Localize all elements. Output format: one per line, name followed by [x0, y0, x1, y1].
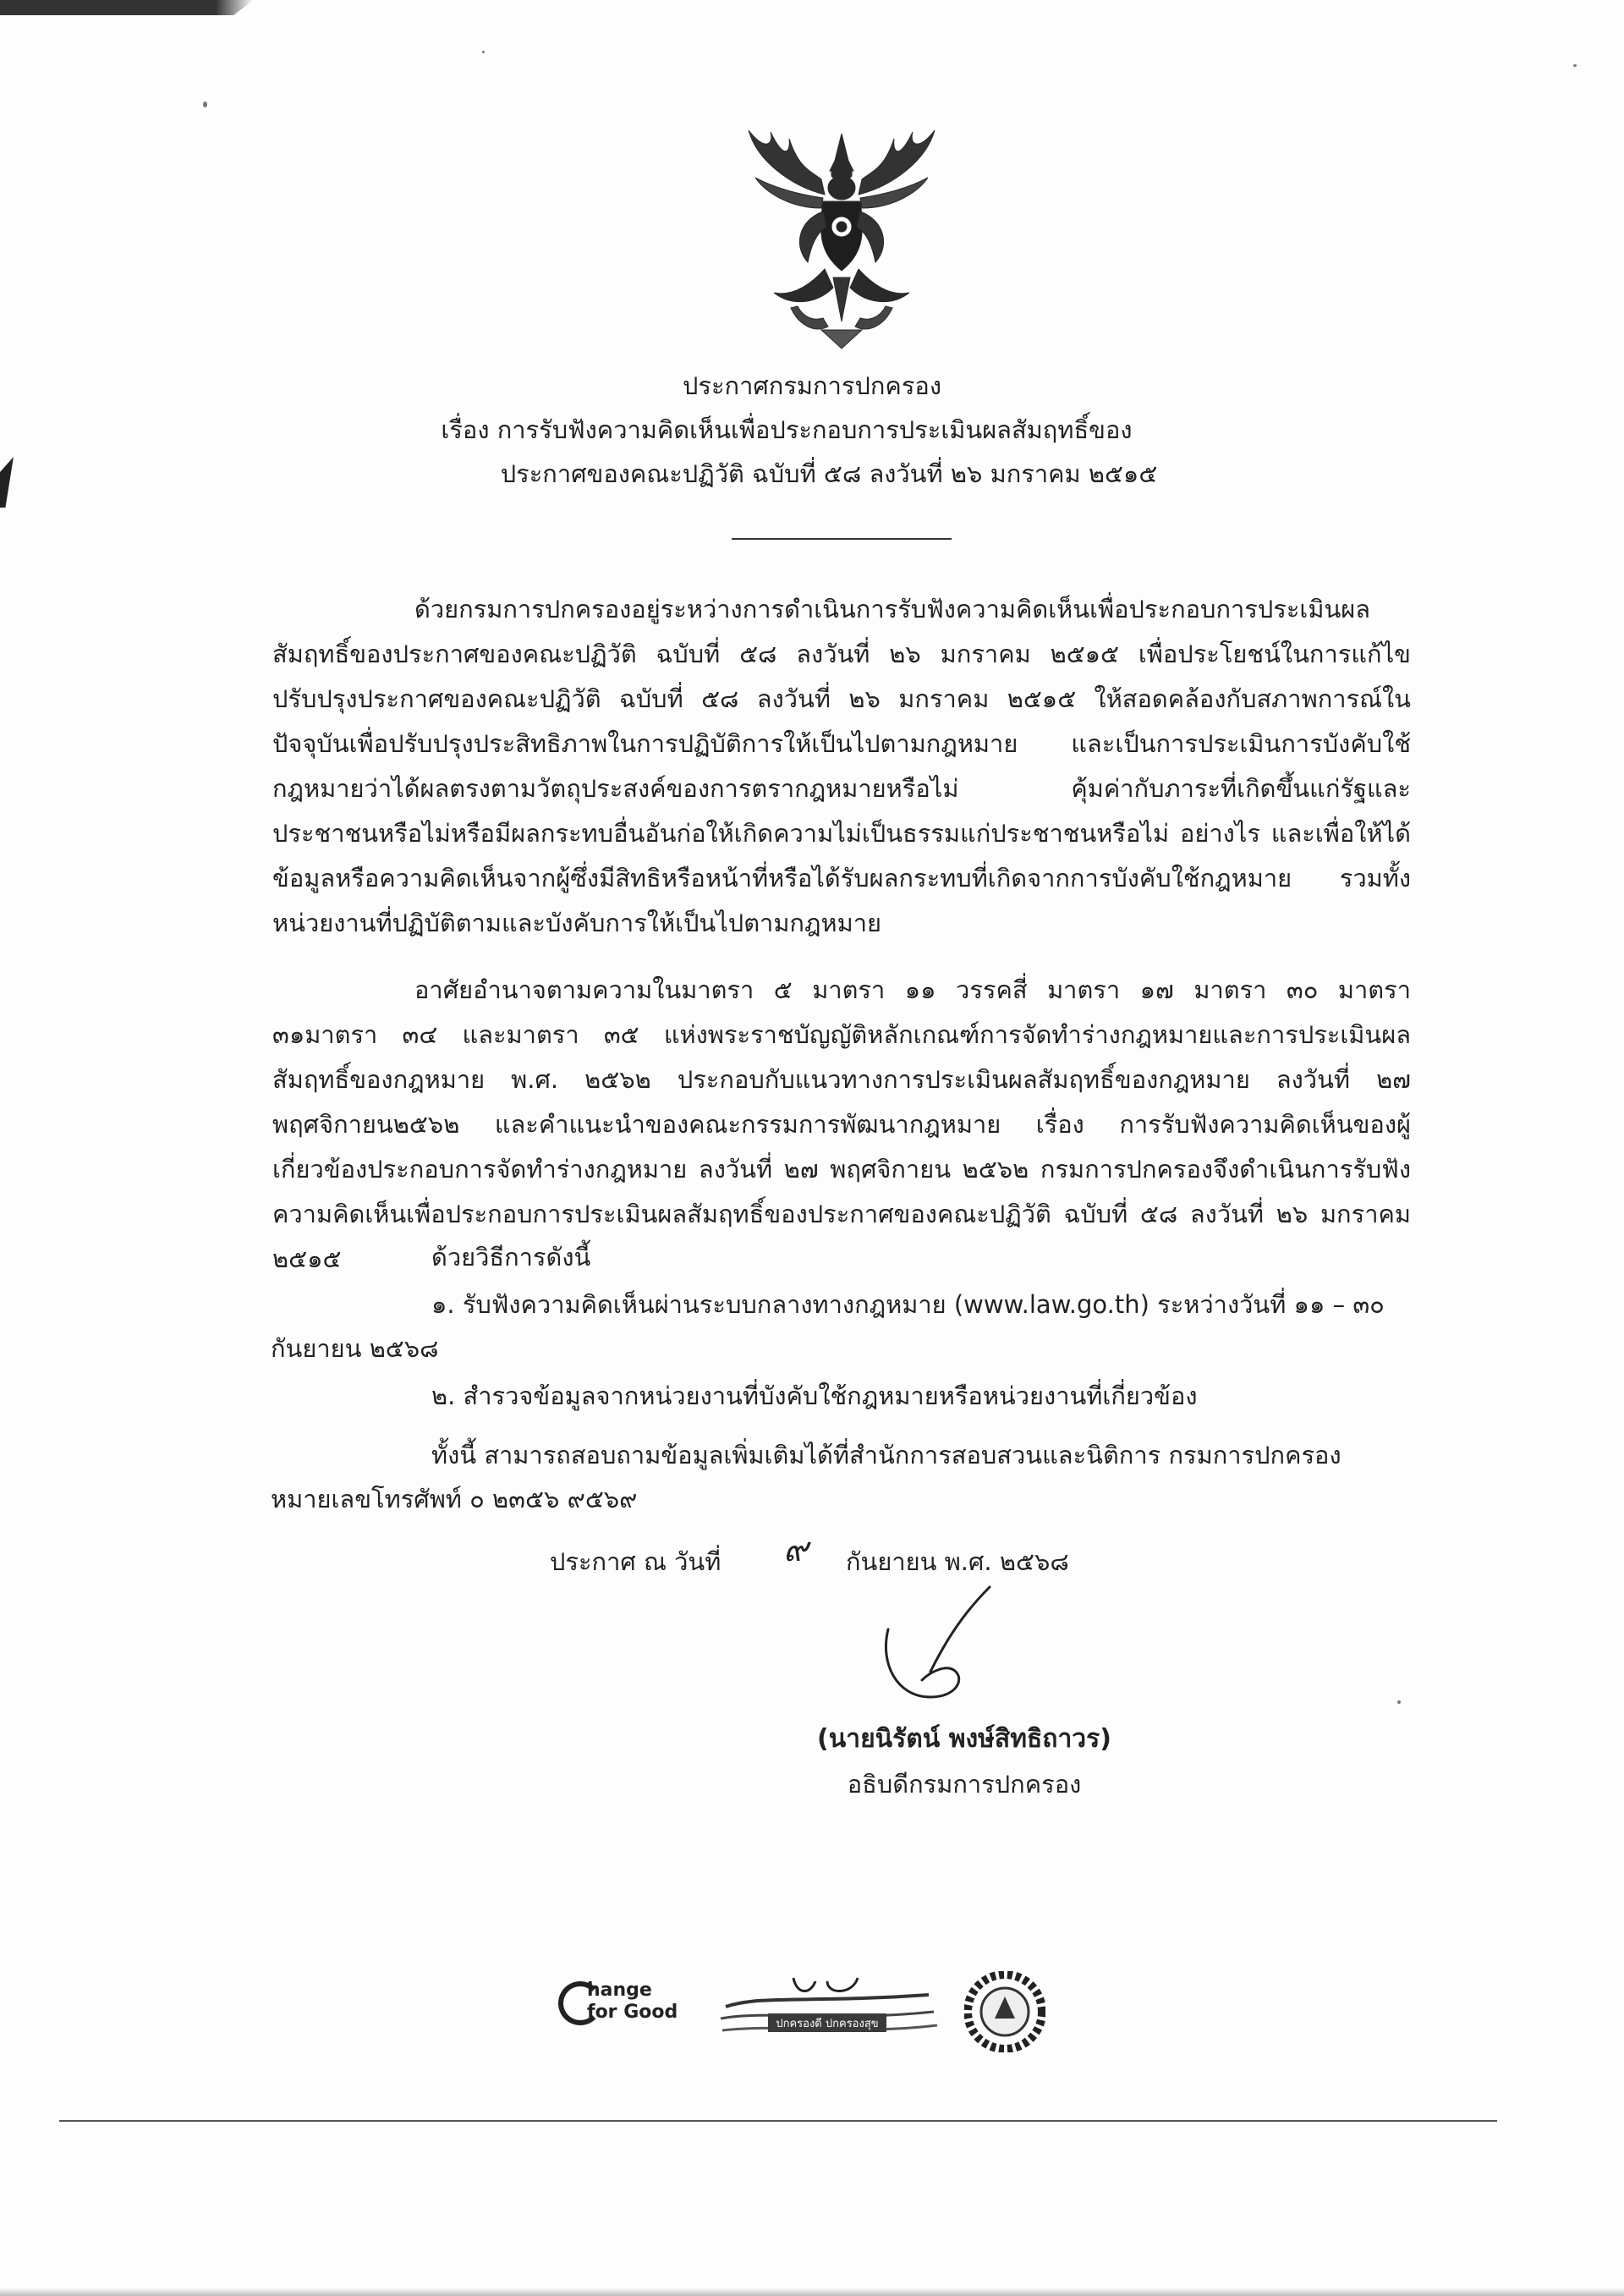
- signatory-title: อธิบดีกรมการปกครอง: [847, 1770, 1082, 1799]
- subject-line: เรื่อง การรับฟังความคิดเห็นเพื่อประกอบการประเมินผลสัมฤทธิ์ของ: [441, 415, 1133, 444]
- cfg-text: [587, 1980, 678, 2024]
- method-item-1: ๑. รับฟังความคิดเห็นผ่านระบบกลางทางกฎหมาย (www.law.go.th) ระหว่างวันที่ ๑๑ – ๓๐: [431, 1290, 1385, 1319]
- method-intro: ด้วยวิธีการดังนี้: [431, 1243, 591, 1272]
- scan-speck: [1573, 64, 1577, 67]
- announce-month-year: กันยายน พ.ศ. ๒๕๖๘: [846, 1547, 1069, 1576]
- paragraph-text: อาศัยอำนาจตามความในมาตรา ๕ มาตรา ๑๑ วรรคสี่ มาตรา ๑๗ มาตรา ๓๐ มาตรา ๓๑มาตรา ๓๔ และมาตรา ๓๕ แห่งพระราชบัญญัติหลักเกณฑ์การจัดทำร่างกฎหมายและการประเมินผลสัมฤทธิ์ของกฎหมาย พ.ศ. ๒๕๖๒ ประกอบกับแนวทางการประเมินผลสัมฤทธิ์ของกฎหมาย ลงวันที่ ๒๗ พฤศจิกายน๒๕๖๒ และคำแนะนำของคณะกรรมการพัฒนากฎหมาย เรื่อง การรับฟังความคิดเห็นของผู้เกี่ยวข้องประกอบการจัดทำร่างกฎหมาย ลงวันที่ ๒๗ พฤศจิกายน ๒๕๖๒ กรมการปกครองจึงดำเนินการรับฟังความคิดเห็นเพื่อประกอบการประเมินผลสัมฤทธิ์ของประกาศของคณะปฏิวัติ ฉบับที่ ๕๘ ลงวันที่ ๒๖ มกราคม ๒๕๑๕: [272, 975, 1411, 1273]
- scan-edge-notch: [0, 457, 14, 508]
- department-seal-icon: [964, 1971, 1045, 2052]
- scan-speck: [203, 102, 207, 107]
- body-paragraph-2: [272, 968, 1411, 1282]
- cfg-line-1: hange: [587, 1980, 652, 2001]
- good-governance-logo-icon: [709, 1969, 946, 2046]
- announcement-heading: ประกาศกรมการปกครอง: [682, 371, 941, 400]
- good-governance-text: ปกครองดี ปกครองสุข: [776, 2018, 879, 2030]
- scan-speck: [1397, 1700, 1401, 1704]
- paragraph-text: ด้วยกรมการปกครองอยู่ระหว่างการดำเนินการรับฟังความคิดเห็นเพื่อประกอบการประเมินผลสัมฤทธิ์ของประกาศของคณะปฏิวัติ ฉบับที่ ๕๘ ลงวันที่ ๒๖ มกราคม ๒๕๑๕ เพื่อประโยชน์ในการแก้ไขปรับปรุงประกาศของคณะปฏิวัติ ฉบับที่ ๕๘ ลงวันที่ ๒๖ มกราคม ๒๕๑๕ ให้สอดคล้องกับสภาพการณ์ในปัจจุบันเพื่อปรับปรุงประสิทธิภาพในการปฏิบัติการให้เป็นไปตามกฎหมาย และเป็นการประเมินการบังคับใช้กฎหมายว่าได้ผลตรงตามวัตถุประสงค์ของการตรากฎหมายหรือไม่ คุ้มค่ากับภาระที่เกิดขึ้นแก่รัฐและประชาชนหรือไม่หรือมีผลกระทบอื่นอันก่อให้เกิดความไม่เป็นธรรมแก่ประชาชนหรือไม่ อย่างไร และเพื่อให้ได้ข้อมูลหรือความคิดเห็นจากผู้ซึ่งมีสิทธิหรือหน้าที่หรือได้รับผลกระทบที่เกิดจากการบังคับใช้กฎหมาย รวมทั้งหน่วยงานที่ปฏิบัติตามและบังคับการให้เป็นไปตามกฎหมาย: [272, 595, 1411, 937]
- scan-corner-shadow: [0, 0, 254, 15]
- heading-divider: [732, 538, 952, 540]
- phone-line: หมายเลขโทรศัพท์ ๐ ๒๓๕๖ ๙๕๖๙: [271, 1485, 638, 1513]
- announce-date-prefix: ประกาศ ณ วันที่: [550, 1547, 721, 1576]
- garuda-emblem-icon: [740, 127, 943, 355]
- body-paragraph-1: [272, 587, 1411, 946]
- signatory-name: (นายนิรัตน์ พงษ์สิทธิถาวร): [817, 1724, 1111, 1754]
- method-item-1-continued: กันยายน ๒๕๖๘: [271, 1334, 439, 1363]
- scan-bottom-edge: [0, 2288, 1624, 2296]
- scan-speck: [482, 51, 485, 53]
- handwritten-signature-icon: [871, 1579, 1007, 1714]
- change-for-good-logo: [558, 1976, 702, 2039]
- footer-logos: [558, 1963, 1066, 2056]
- contact-line: ทั้งนี้ สามารถสอบถามข้อมูลเพิ่มเติมได้ที่สำนักการสอบสวนและนิติการ กรมการปกครอง: [431, 1441, 1341, 1469]
- footer-divider: [59, 2120, 1497, 2122]
- cfg-line-2: for Good: [587, 2002, 678, 2023]
- method-item-2: ๒. สำรวจข้อมูลจากหน่วยงานที่บังคับใช้กฎหมายหรือหน่วยงานที่เกี่ยวข้อง: [431, 1381, 1198, 1410]
- subject-line-continued: ประกาศของคณะปฏิวัติ ฉบับที่ ๕๘ ลงวันที่ ๒๖ มกราคม ๒๕๑๕: [500, 459, 1158, 488]
- announce-day: ๙: [783, 1530, 809, 1569]
